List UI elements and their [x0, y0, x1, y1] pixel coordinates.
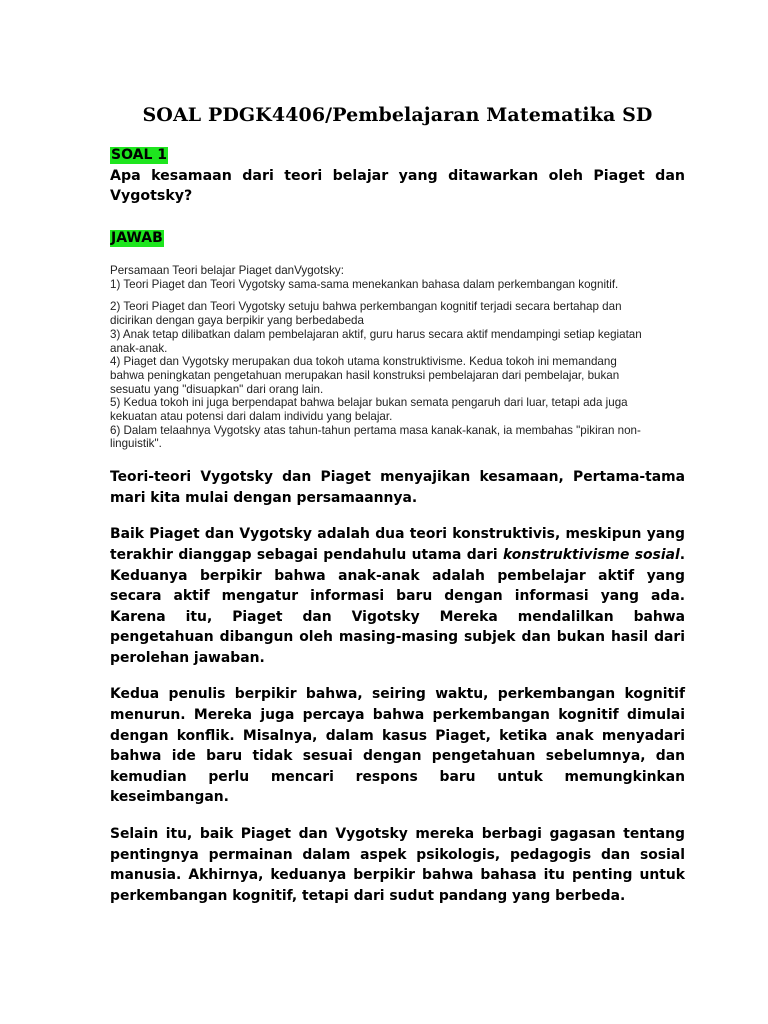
screenshot-line: sesuatu yang "disuapkan" dari orang lain. [110, 382, 324, 396]
soal-label: SOAL 1 [111, 147, 167, 163]
screenshot-line: anak-anak. [110, 341, 168, 355]
screenshot-line: Persamaan Teori belajar Piaget danVygotsky: [110, 264, 344, 277]
paragraph-play-and-language: Selain itu, baik Piaget dan Vygotsky mereka berbagi gagasan tentang pentingnya permainan dalam aspek psikologis, pedagogis dan sosial manusia. Akhirnya, keduanya berpikir bahwa bahasa itu penting untuk perkembangan kognitif, tetapi dari sudut pandang yang berbeda. [110, 826, 685, 904]
screenshot-line: 1) Teori Piaget dan Teori Vygotsky sama-sama menekankan bahasa dalam perkembangan kognitif. [110, 277, 619, 291]
soal-section [110, 144, 685, 164]
paragraph-intro: Teori-teori Vygotsky dan Piaget menyajikan kesamaan, Pertama-tama mari kita mulai dengan persamaannya. [110, 469, 685, 506]
paragraph-italic-term: konstruktivisme sosial [502, 546, 680, 563]
screenshot-line: 5) Kedua tokoh ini juga berpendapat bahwa belajar bukan semata pengaruh dari luar, tetapi ada juga [110, 396, 628, 410]
question-text: Apa kesamaan dari teori belajar yang ditawarkan oleh Piaget dan Vygotsky? [110, 168, 685, 204]
screenshot-line: 4) Piaget dan Vygotsky merupakan dua tokoh utama konstruktivisme. Kedua tokoh ini memandang [110, 355, 617, 369]
screenshot-line: linguistik". [110, 437, 162, 451]
jawab-label: JAWAB [111, 230, 163, 246]
screenshot-line: kekuatan atau potensi dari dalam individu yang belajar. [110, 410, 393, 424]
paragraph-constructivism [110, 524, 685, 668]
screenshot-line: 2) Teori Piaget dan Teori Vygotsky setuju bahwa perkembangan kognitif terjadi secara bertahap dan [110, 300, 622, 314]
screenshot-line: 3) Anak tetap dilibatkan dalam pembelajaran aktif, guru harus secara aktif mendampingi setiap kegiatan [110, 327, 642, 341]
paragraph-text: Baik Piaget dan Vygotsky adalah dua teori konstruktivis, meskipun yang terakhir dianggap sebagai pendahulu utama dari [110, 526, 685, 563]
page-title: SOAL PDGK4406/Pembelajaran Matematika SD [142, 104, 653, 126]
paragraph-text: . Keduanya berpikir bahwa anak-anak adalah pembelajar aktif yang secara aktif mengatur informasi baru dengan informasi yang ada. Karena itu, Piaget dan Vigotsky Mereka mendalilkan bahwa pengetahuan dibangun oleh masing-masing subjek dan bukan hasil dari perolehan jawaban. [110, 546, 685, 666]
screenshot-line: bahwa peningkatan pengetahuan merupakan hasil konstruksi pembelajaran dari pembelajar, bukan [110, 368, 620, 382]
screenshot-line: dicirikan dengan gaya berpikir yang berbedabeda [110, 314, 364, 328]
screenshot-line: 6) Dalam telaahnya Vygotsky atas tahun-tahun pertama masa kanak-kanak, ia membahas "pikiran non- [110, 423, 641, 437]
answer-screenshot [110, 264, 682, 451]
paragraph-cognitive-development: Kedua penulis berpikir bahwa, seiring waktu, perkembangan kognitif menurun. Mereka juga percaya bahwa perkembangan kognitif dimulai dengan konflik. Misalnya, dalam kasus Piaget, ketika anak menyadari bahwa ide baru tidak sesuai dengan pengetahuan sebelumnya, dan kemudian perlu mencari respons baru untuk memungkinkan keseimbangan. [110, 686, 685, 806]
jawab-section [110, 227, 685, 247]
document-page [110, 0, 685, 906]
